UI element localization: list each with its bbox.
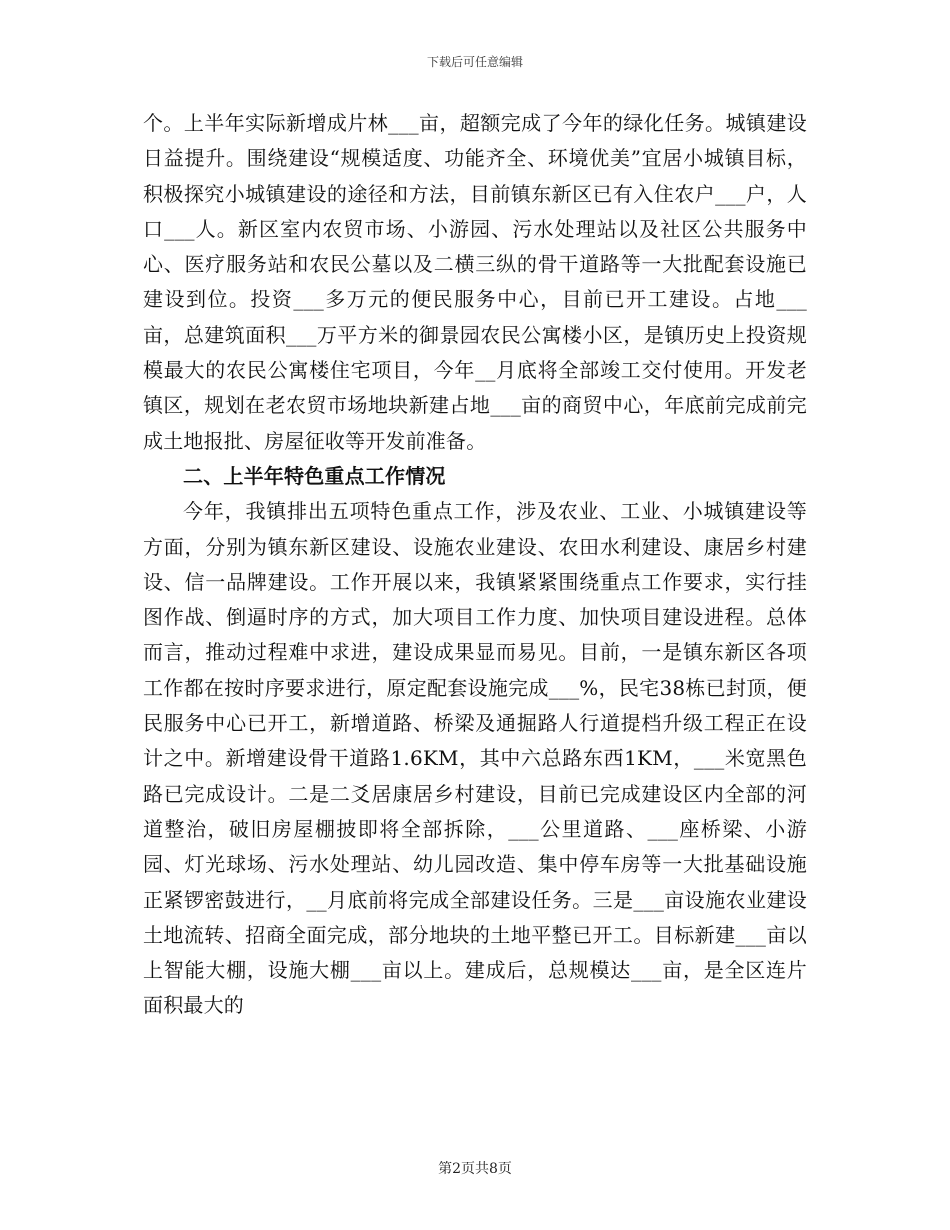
section-heading: 二、上半年特色重点工作情况 <box>183 463 446 488</box>
page-number: 第2页共8页 <box>438 1161 512 1177</box>
body-paragraph: 今年，我镇排出五项特色重点工作，涉及农业、工业、小城镇建设等方面，分别为镇东新区建设、设施农业建设、农田水利建设、康居乡村建设、信一品牌建设。工作开展以来，我镇紧紧围绕重点工作要求，实行挂图作战、倒逼时序的方式，加大项目工作力度、加快项目建设进程。总体而言，推动过程难中求进，建设成果显而易见。目前，一是镇东新区各项工作都在按时序要求进行，原定配套设施完成___%，民宅38栋已封顶，便民服务中心已开工，新增道路、桥梁及通掘路人行道提档升级工程正在设计之中。新增建设骨干道路1.6KM，其中六总路东西1KM，___米宽黑色路已完成设计。二是二爻居康居乡村建设，目前已完成建设区内全部的河道整治，破旧房屋棚披即将全部拆除，___公里道路、___座桥梁、小游园、灯光球场、污水处理站、幼儿园改造、集中停车房等一大批基础设施正紧锣密鼓进行，__月底前将完成全部建设任务。三是___亩设施农业建设土地流转、招商全面完成，部分地块的土地平整已开工。目标新建___亩以上智能大棚，设施大棚___亩以上。建成后，总规模达___亩，是全区连片面积最大的 <box>143 499 807 1018</box>
page-header-note: 下载后可任意编辑 <box>426 55 523 69</box>
body-paragraph: 个。上半年实际新增成片林___亩，超额完成了今年的绿化任务。城镇建设日益提升。围绕建设“规模适度、功能齐全、环境优美”宜居小城镇目标，积极探究小城镇建设的途径和方法，目前镇东新区已有入住农户___户，人口___人。新区室内农贸市场、小游园、污水处理站以及社区公共服务中心、医疗服务站和农民公墓以及二横三纵的骨干道路等一大批配套设施已建设到位。投资___多万元的便民服务中心，目前已开工建设。占地___亩，总建筑面积___万平方米的御景园农民公寓楼小区，是镇历史上投资规模最大的农民公寓楼住宅项目，今年__月底将全部竣工交付使用。开发老镇区，规划在老农贸市场地块新建占地___亩的商贸中心，年底前完成前完成土地报批、房屋征收等开发前准备。 <box>143 111 807 453</box>
document-body <box>143 106 807 1024</box>
